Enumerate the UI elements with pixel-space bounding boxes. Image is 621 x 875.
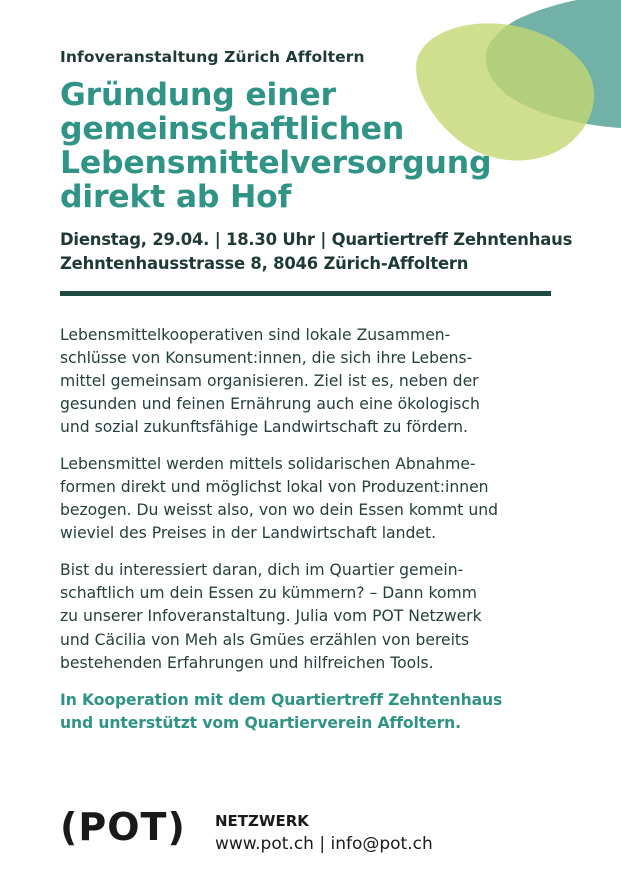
text-line: schaftlich um dein Essen zu kümmern? – Dann komm: [60, 584, 477, 603]
title-line: Lebensmittelversorgung: [60, 145, 492, 182]
contact-info: www.pot.ch | info@pot.ch: [215, 834, 433, 854]
cooperation-note: [60, 689, 560, 735]
title-line: Gründung einer: [60, 77, 336, 113]
text-line: bezogen. Du weisst also, von wo dein Essen kommt und: [60, 501, 499, 520]
text-line: wieviel des Preises in der Landwirtschaft landet.: [60, 524, 437, 543]
event-address: Zehntenhausstrasse 8, 8046 Zürich-Affoltern: [60, 254, 469, 274]
paragraph-intro: [60, 324, 560, 439]
body-text: [60, 324, 560, 735]
event-date-time-venue: Dienstag, 29.04. | 18.30 Uhr | Quartiertreff Zehntenhaus: [60, 230, 573, 250]
text-line: formen direkt und möglichst lokal von Produzent:innen: [60, 478, 489, 497]
event-details: [60, 228, 573, 277]
flyer-content: [60, 48, 573, 749]
text-line: In Kooperation mit dem Quartiertreff Zehntenhaus: [60, 690, 503, 709]
text-line: schlüsse von Konsument:innen, die sich ihre Lebens-: [60, 348, 473, 367]
text-line: bestehenden Erfahrungen und hilfreichen Tools.: [60, 653, 434, 672]
title-line: direkt ab Hof: [60, 179, 292, 216]
text-line: mittel gemeinsam organisieren. Ziel ist es, neben der: [60, 371, 479, 390]
divider: [60, 291, 551, 296]
event-pretitle: Infoveranstaltung Zürich Affoltern: [60, 48, 365, 66]
text-line: gesunden und feinen Ernährung auch eine ökologisch: [60, 394, 480, 413]
paragraph-invitation: [60, 559, 560, 674]
event-title: [60, 78, 560, 214]
text-line: und Cäcilia von Meh als Gmües erzählen von bereits: [60, 630, 470, 649]
title-line: gemeinschaftlichen: [60, 111, 405, 148]
text-line: und unterstützt vom Quartierverein Affoltern.: [60, 713, 461, 732]
pot-logo: (POT): [60, 805, 186, 849]
text-line: Lebensmittel werden mittels solidarischen Abnahme-: [60, 455, 476, 474]
text-line: Lebensmittelkooperativen sind lokale Zusammen-: [60, 325, 451, 344]
text-line: und sozial zukunftsfähige Landwirtschaft zu fördern.: [60, 417, 468, 436]
network-label: NETZWERK: [215, 812, 309, 830]
text-line: zu unserer Infoveranstaltung. Julia vom POT Netzwerk: [60, 607, 482, 626]
text-line: Bist du interessiert daran, dich im Quartier gemein-: [60, 561, 464, 580]
paragraph-sourcing: [60, 453, 560, 545]
